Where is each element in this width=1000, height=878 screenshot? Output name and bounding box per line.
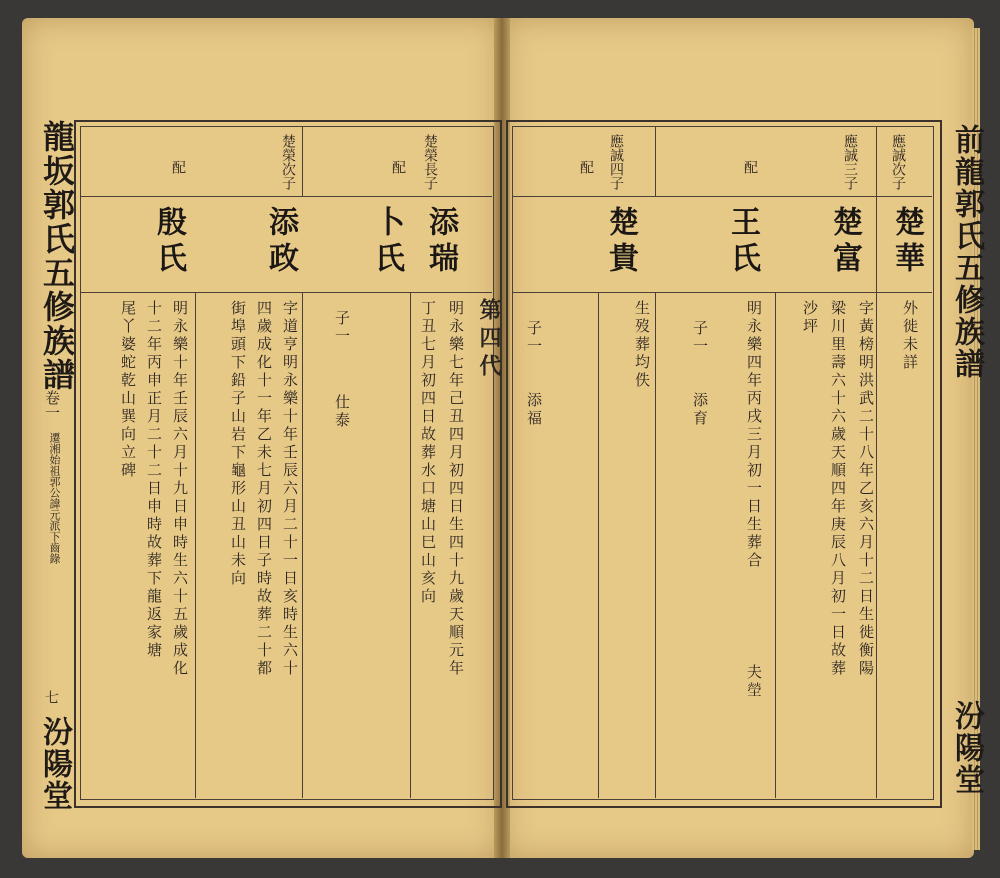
page-number: 七 — [43, 690, 59, 704]
person-relation: 楚榮長子 — [422, 134, 438, 190]
left-col-divider-d — [410, 292, 411, 798]
right-col-divider-a — [655, 126, 656, 196]
person-bio-line: 明永樂七年己丑四月初四日生四十九歲天順元年 — [447, 300, 465, 678]
right-book-title: 前龍郭氏五修族譜 — [949, 124, 984, 380]
person-bio-line: 梁川里壽六十六歲天順四年庚辰八月初一日故葬 — [829, 300, 847, 678]
person-bio-line: 沙坪 — [801, 300, 819, 336]
spouse-label: 配 — [742, 160, 758, 174]
person-bio-line: 四歲成化十一年乙未七月初四日子時故葬二十都 — [255, 300, 273, 678]
right-col-divider-e — [775, 292, 776, 798]
person-relation: 楚榮次子 — [280, 134, 296, 190]
spouse-bio-line: 夫塋 — [745, 664, 763, 700]
spouse-name: 王氏 — [725, 206, 760, 278]
person-bio-line: 字道亨明永樂十年壬辰六月二十一日亥時生六十 — [281, 300, 299, 678]
sons-count: 子一 — [333, 310, 351, 346]
person-name: 添政 — [263, 206, 298, 278]
spouse-label: 配 — [390, 160, 406, 174]
son-name: 添福 — [525, 392, 543, 428]
section-label: 遷湘始祖郭公諱元派下齒錄 — [48, 432, 61, 564]
generation-label: 第四代 — [476, 298, 502, 382]
spouse-name: 卜氏 — [369, 206, 404, 278]
spouse-label: 配 — [170, 160, 186, 174]
left-hall-name: 汾陽堂 — [37, 716, 72, 812]
spouse-label: 配 — [578, 160, 594, 174]
spouse-bio-line: 尾丫婆蛇乾山巽向立碑 — [119, 300, 137, 480]
person-bio-line: 街埠頭下鉛子山岩下龜形山丑山未向 — [229, 300, 247, 588]
person-name: 楚華 — [889, 206, 924, 278]
right-col-divider-c — [598, 292, 599, 798]
left-col-divider-a — [302, 126, 303, 196]
spouse-bio-line: 十二年丙申正月二十二日申時故葬下龍返家塘 — [145, 300, 163, 660]
spouse-bio-line: 明永樂十年壬辰六月十九日申時生六十五歲成化 — [171, 300, 189, 678]
left-book-title: 龍坂郭氏五修族譜 — [38, 120, 76, 392]
person-bio-line: 字黃榜明洪武二十八年乙亥六月十二日生徙衡陽 — [857, 300, 875, 678]
left-row-divider-1 — [80, 196, 492, 197]
right-col-divider-d — [655, 292, 656, 798]
person-bio-line: 生歿葬均佚 — [633, 300, 651, 390]
sons-count: 子一 — [691, 320, 709, 356]
person-name: 楚貴 — [603, 206, 638, 278]
son-name: 仕泰 — [333, 394, 351, 430]
person-name: 添瑞 — [423, 206, 458, 278]
right-row-divider-2 — [512, 292, 932, 293]
left-col-divider-b — [195, 292, 196, 798]
left-col-divider-c — [302, 292, 303, 798]
spouse-name: 殷氏 — [151, 206, 186, 278]
sons-count: 子一 — [525, 320, 543, 356]
left-row-divider-2 — [80, 292, 492, 293]
person-bio-line: 外徙未詳 — [901, 300, 919, 372]
right-hall-name: 汾陽堂 — [949, 700, 984, 796]
person-bio-line: 丁丑七月初四日故葬水口塘山巳山亥向 — [419, 300, 437, 606]
right-row-divider-1 — [512, 196, 932, 197]
person-relation: 應誠三子 — [842, 134, 858, 190]
volume-label: 卷一 — [43, 390, 61, 420]
son-name: 添育 — [691, 392, 709, 428]
person-name: 楚富 — [827, 206, 862, 278]
person-relation: 應誠次子 — [890, 134, 906, 190]
person-relation: 應誠四子 — [608, 134, 624, 190]
spouse-bio-line: 明永樂四年丙戌三月初一日生葬合 — [745, 300, 763, 570]
